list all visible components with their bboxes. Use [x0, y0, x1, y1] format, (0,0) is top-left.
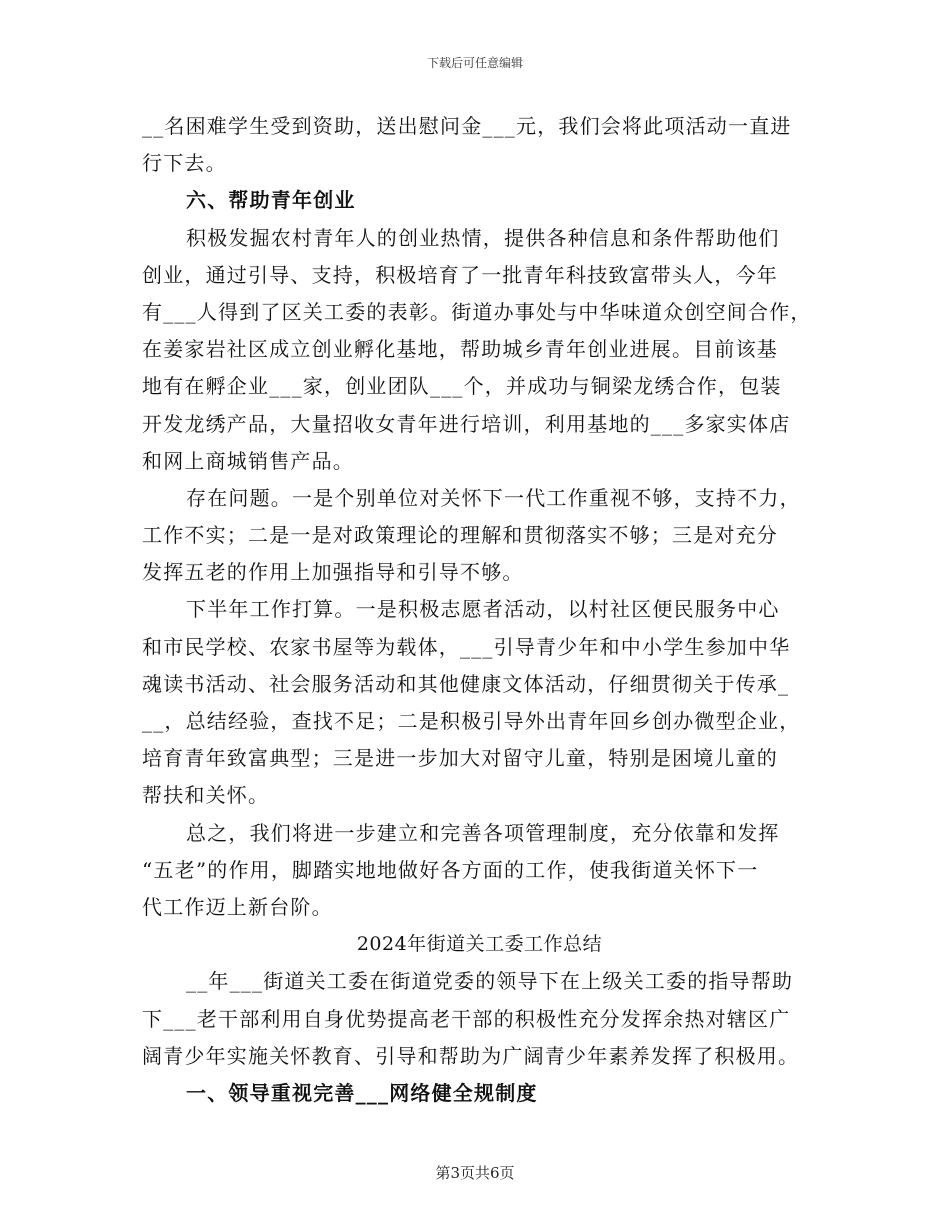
body-line: 在姜家岩社区成立创业孵化基地，帮助城乡青年创业进展。目前该基 — [142, 337, 778, 362]
page-header-note: 下载后可任意编辑 — [426, 56, 523, 70]
body-line: 帮扶和关怀。 — [142, 783, 270, 808]
body-line: 代工作迈上新台阶。 — [142, 894, 333, 919]
body-line: 培育青年致富典型；三是进一步加大对留守儿童，特别是困境儿童的 — [142, 746, 778, 771]
body-line: 总之，我们将进一步建立和完善各项管理制度，充分依靠和发挥 — [186, 820, 780, 845]
document-body — [142, 108, 817, 1112]
body-line: 魂读书活动、社会服务活动和其他健康文体活动，仔细贯彻关于传承_ — [142, 671, 790, 696]
body-line: 阔青少年实施关怀教育、引导和帮助为广阔青少年素养发挥了积极用。 — [142, 1043, 800, 1068]
body-line: 和网上商城销售产品。 — [142, 448, 354, 473]
body-line: “五老”的作用，脚踏实地地做好各方面的工作，使我街道关怀下一 — [142, 857, 759, 882]
body-line: 存在问题。一是个别单位对关怀下一代工作重视不够，支持不力， — [186, 485, 801, 510]
body-line: 有___人得到了区关工委的表彰。街道办事处与中华味道众创空间合作， — [142, 299, 812, 324]
body-line: 行下去。 — [142, 151, 227, 176]
document-title: 2024年街道关工委工作总结 — [356, 933, 603, 956]
body-line: __名困难学生受到资助，送出慰问金___元，我们会将此项活动一直进 — [142, 114, 792, 138]
section-heading: 六、帮助青年创业 — [186, 188, 356, 213]
body-line: 下___老干部利用自身优势提高老干部的积极性充分发挥余热对辖区广 — [142, 1006, 791, 1031]
body-line: 地有在孵企业___家，创业团队___个，并成功与铜梁龙绣合作，包装 — [142, 374, 782, 399]
body-line: 下半年工作打算。一是积极志愿者活动，以村社区便民服务中心 — [186, 597, 780, 622]
body-line: __，总结经验，查找不足；二是积极引导外出青年回乡创办微型企业， — [142, 709, 801, 733]
body-line: __年___街道关工委在街道党委的领导下在上级关工委的指导帮助 — [186, 969, 794, 994]
body-line: 开发龙绣产品，大量招收女青年进行培训，利用基地的___多家实体店 — [142, 411, 791, 436]
page-number: 第3页共6页 — [435, 1164, 515, 1182]
body-line: 和市民学校、农家书屋等为载体，___引导青少年和中小学生参加中华 — [142, 634, 791, 659]
body-line: 积极发掘农村青年人的创业热情，提供各种信息和条件帮助他们 — [186, 225, 780, 250]
body-line: 工作不实；二是一是对政策理论的理解和贯彻落实不够；三是对充分 — [142, 523, 778, 548]
body-line: 发挥五老的作用上加强指导和引导不够。 — [142, 560, 524, 585]
section-heading: 一、领导重视完善___网络健全规制度 — [186, 1080, 538, 1105]
body-line: 创业，通过引导、支持，积极培育了一批青年科技致富带头人，今年 — [142, 262, 778, 287]
